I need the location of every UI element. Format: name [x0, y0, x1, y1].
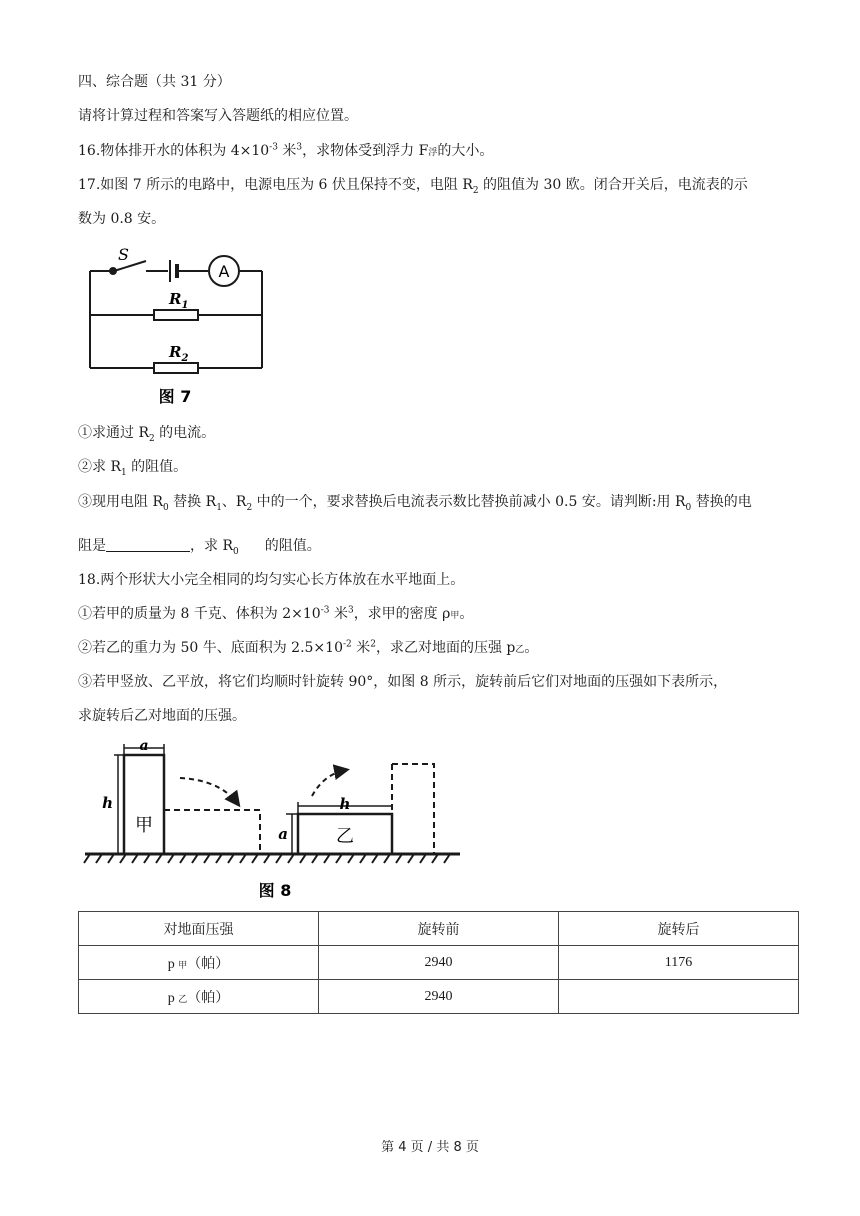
- table-header: 对地面压强: [79, 912, 319, 946]
- q17-sub3: [78, 493, 752, 511]
- q17-stem-a: 17.如图 7 所示的电路中，电源电压为 6 伏且保持不变，电阻 R: [78, 177, 473, 193]
- r2-letter: R: [169, 343, 182, 361]
- q17-s3-sub1: 1: [216, 502, 222, 513]
- r1-letter: R: [169, 290, 182, 308]
- question-17-stem: [78, 176, 748, 194]
- q17-s2-b: 的阻值。: [126, 459, 188, 475]
- q18-sub3: ③若甲竖放、乙平放，将它们均顺时针旋转 90°，如图 8 所示，旋转前后它们对地面的压强如下表所示，: [78, 674, 728, 690]
- q18-s1-c: ，求甲的密度 ρ: [353, 606, 451, 622]
- q18-s1-d: 。: [459, 606, 474, 622]
- row-label-unit: （帕）: [187, 956, 230, 972]
- page-footer: 第 4 页 / 共 8 页: [381, 1140, 479, 1155]
- q17-stem-b: 的阻值为 30 欧。闭合开关后，电流表的示: [478, 177, 748, 193]
- switch-label: S: [118, 245, 129, 264]
- q16-text-3: ，求物体受到浮力 F: [302, 143, 429, 159]
- q17-s1-sub: 2: [149, 433, 155, 444]
- q17-s3-c: 、R: [221, 494, 247, 510]
- q16-exp2: 3: [296, 142, 303, 153]
- q18-s2-d: 。: [524, 640, 539, 656]
- r1-subscript: 1: [181, 300, 189, 311]
- section-instruction: 请将计算过程和答案写入答题纸的相应位置。: [78, 108, 358, 124]
- q18-sub1: [78, 605, 473, 625]
- fig8-label-h-top: h: [339, 795, 351, 813]
- q18-s2-exp: -2: [342, 639, 352, 650]
- table-cell: 2940: [319, 980, 559, 1014]
- row-label-unit: （帕）: [187, 990, 230, 1006]
- row-label: p: [167, 990, 175, 1006]
- q17-s3-a: ③现用电阻 R: [78, 494, 163, 510]
- question-16: [78, 142, 493, 162]
- r2-label: [168, 343, 188, 364]
- q18-s2-exp2: 2: [370, 639, 376, 650]
- q17-s3-d: 中的一个，要求替换后电流表示数比替换前减小 0.5 安。请判断:用 R: [252, 494, 686, 510]
- question-18-stem: 18.两个形状大小完全相同的均匀实心长方体放在水平地面上。: [78, 572, 465, 588]
- q17-s3-l2-b: ，求 R: [190, 538, 233, 554]
- q16-text-2: 米: [277, 143, 297, 159]
- r1-label: [168, 290, 188, 311]
- row-label-sub: 甲: [178, 959, 188, 970]
- table-header: 旋转后: [559, 912, 799, 946]
- q16-sub: 浮: [428, 148, 438, 158]
- row-label-sub: 乙: [178, 993, 188, 1004]
- answer-blank[interactable]: [106, 537, 190, 552]
- q17-stem-sub: 2: [472, 185, 479, 196]
- figure-7-circuit: [80, 240, 280, 410]
- q17-s2-a: ②求 R: [78, 459, 121, 475]
- q18-s1-sub: 甲: [450, 611, 460, 621]
- q17-s3-l2-c: 的阻值。: [264, 538, 321, 554]
- q17-s3-sub2: 2: [246, 502, 253, 513]
- figure-7-caption: 图 7: [158, 387, 192, 406]
- q17-sub3-line2: [78, 537, 321, 555]
- table-cell: 1176: [559, 946, 799, 980]
- pressure-table: [78, 911, 799, 1014]
- fig8-label-jia: 甲: [135, 815, 153, 836]
- table-cell: 2940: [319, 946, 559, 980]
- table-row: [79, 980, 799, 1014]
- q16-text-4: 的大小。: [437, 143, 494, 159]
- q18-sub2: [78, 639, 538, 659]
- q18-s1-exp: -3: [320, 605, 330, 616]
- table-cell-label: [79, 980, 319, 1014]
- q17-sub1: [78, 424, 215, 442]
- question-17-stem-line2: 数为 0.8 安。: [78, 211, 166, 227]
- q17-sub2: [78, 458, 187, 476]
- r2-subscript: 2: [181, 353, 189, 364]
- q18-s1-a: ①若甲的质量为 8 千克、体积为 2×10: [78, 606, 321, 622]
- figure-8-blocks: [80, 742, 470, 904]
- ammeter-label: A: [218, 262, 230, 281]
- q17-s3-l2-sub: 0: [233, 546, 239, 557]
- q17-s3-sub0: 0: [163, 502, 169, 513]
- q18-s2-b: 米: [351, 640, 371, 656]
- q18-s1-b: 米: [329, 606, 348, 622]
- q18-sub3-line2: 求旋转后乙对地面的压强。: [78, 708, 246, 724]
- table-row: [79, 946, 799, 980]
- q16-text-1: 16.物体排开水的体积为 4×10: [78, 143, 270, 159]
- section-heading: 四、综合题（共 31 分）: [78, 74, 231, 90]
- table-cell-answer[interactable]: [559, 980, 799, 1014]
- table-header: 旋转前: [319, 912, 559, 946]
- fig8-label-a-top: a: [139, 742, 149, 754]
- table-cell-label: [79, 946, 319, 980]
- table-header-row: [79, 912, 799, 946]
- q16-exp: -3: [269, 142, 278, 153]
- q17-s3-l2-a: 阻是: [78, 538, 106, 554]
- q17-s3-sub3: 0: [685, 502, 692, 513]
- q18-s2-c: ，求乙对地面的压强 p: [375, 640, 516, 656]
- fig8-label-yi: 乙: [336, 826, 354, 847]
- figure-8-caption: 图 8: [258, 881, 292, 900]
- q18-s2-a: ②若乙的重力为 50 牛、底面积为 2.5×10: [78, 640, 343, 656]
- fig8-label-a-left: a: [278, 825, 288, 843]
- q18-s1-exp2: 3: [347, 605, 354, 616]
- q17-s3-b: 替换 R: [168, 494, 217, 510]
- q17-s2-sub: 1: [121, 467, 127, 478]
- q18-s2-sub: 乙: [515, 645, 525, 655]
- q17-s1-b: 的电流。: [154, 425, 216, 441]
- row-label: p: [167, 956, 175, 972]
- q17-s1-a: ①求通过 R: [78, 425, 149, 441]
- q17-s3-e: 替换的电: [691, 494, 752, 510]
- fig8-label-h-left: h: [102, 794, 113, 812]
